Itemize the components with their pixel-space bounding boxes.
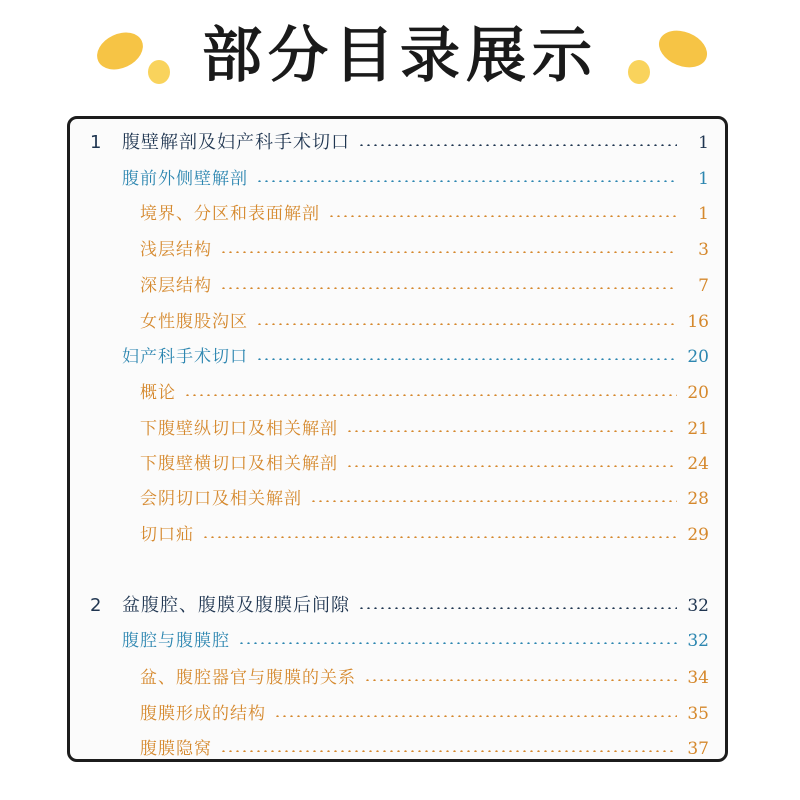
dot-leader <box>328 215 677 217</box>
dot-leader <box>346 430 677 432</box>
dot-leader <box>274 715 677 717</box>
toc-page-number: 20 <box>687 347 709 367</box>
toc-page-number: 37 <box>687 739 709 759</box>
dot-leader <box>238 642 677 644</box>
toc-entry[interactable] <box>122 627 709 655</box>
toc-page-number: 16 <box>687 312 709 332</box>
dot-leader <box>310 500 677 502</box>
header-banner <box>0 0 800 110</box>
dot-leader <box>220 287 677 289</box>
dot-leader <box>202 536 677 538</box>
toc-entry-title: 下腹壁纵切口及相关解剖 <box>140 419 338 439</box>
toc-entry[interactable] <box>122 343 709 371</box>
page-title: 部分目录展示 <box>202 21 598 91</box>
toc-page-number: 7 <box>698 276 709 296</box>
dot-leader <box>220 750 677 752</box>
dot-leader <box>256 323 677 325</box>
toc-page-number: 24 <box>687 454 709 474</box>
toc-entry[interactable] <box>140 200 709 228</box>
dot-leader <box>256 180 677 182</box>
toc-entry[interactable] <box>122 165 709 193</box>
toc-entry[interactable] <box>90 129 709 157</box>
toc-page-number: 35 <box>687 704 709 724</box>
toc-entry[interactable] <box>90 592 709 620</box>
toc-entry-title: 浅层结构 <box>140 240 212 260</box>
dot-leader <box>358 144 677 146</box>
toc-page-number: 28 <box>687 489 709 509</box>
toc-entry-title: 深层结构 <box>140 276 212 296</box>
toc-entry-title: 盆、腹腔器官与腹膜的关系 <box>140 668 356 688</box>
toc-entry-title: 腹腔与腹膜腔 <box>122 631 230 651</box>
toc-entry-title: 腹前外侧壁解剖 <box>122 169 248 189</box>
toc-entry[interactable] <box>140 664 709 692</box>
toc-entry-title: 腹壁解剖及妇产科手术切口 <box>122 132 350 153</box>
dot-leader <box>346 465 677 467</box>
toc-entry-title: 下腹壁横切口及相关解剖 <box>140 454 338 474</box>
toc-page-number: 29 <box>687 525 709 545</box>
dot-leader <box>256 358 677 360</box>
toc-entry-title: 女性腹股沟区 <box>140 312 248 332</box>
dot-leader <box>364 679 677 681</box>
toc-page-number: 1 <box>698 169 709 189</box>
toc-entry-title: 腹膜隐窝 <box>140 739 212 759</box>
table-of-contents <box>67 116 728 762</box>
toc-entry[interactable] <box>140 521 709 549</box>
toc-entry[interactable] <box>140 236 709 264</box>
toc-entry[interactable] <box>140 308 709 336</box>
toc-entry[interactable] <box>140 735 709 762</box>
toc-entry-title: 切口疝 <box>140 525 194 545</box>
toc-entry-title: 妇产科手术切口 <box>122 347 248 367</box>
toc-entry[interactable] <box>140 272 709 300</box>
yellow-blob-decoration <box>628 60 650 84</box>
toc-page-number: 32 <box>687 631 709 651</box>
toc-entry[interactable] <box>140 700 709 728</box>
toc-page-number: 32 <box>687 596 709 616</box>
toc-entry[interactable] <box>140 379 709 407</box>
dot-leader <box>184 394 677 396</box>
toc-entry-title: 境界、分区和表面解剖 <box>140 204 320 224</box>
toc-entry-title: 概论 <box>140 383 176 403</box>
toc-entry-title: 腹膜形成的结构 <box>140 704 266 724</box>
toc-entry[interactable] <box>140 485 709 513</box>
toc-page-number: 20 <box>687 383 709 403</box>
toc-page-number: 3 <box>698 240 709 260</box>
chapter-number: 1 <box>90 132 102 153</box>
toc-entry-title: 会阴切口及相关解剖 <box>140 489 302 509</box>
dot-leader <box>358 607 677 609</box>
toc-page-number: 21 <box>687 419 709 439</box>
toc-page-number: 34 <box>687 668 709 688</box>
toc-entry-title: 盆腹腔、腹膜及腹膜后间隙 <box>122 595 350 616</box>
toc-page-number: 1 <box>698 133 709 153</box>
dot-leader <box>220 251 677 253</box>
toc-entry[interactable] <box>140 450 709 478</box>
toc-page-number: 1 <box>698 204 709 224</box>
chapter-number: 2 <box>90 595 102 616</box>
toc-entry[interactable] <box>140 415 709 443</box>
